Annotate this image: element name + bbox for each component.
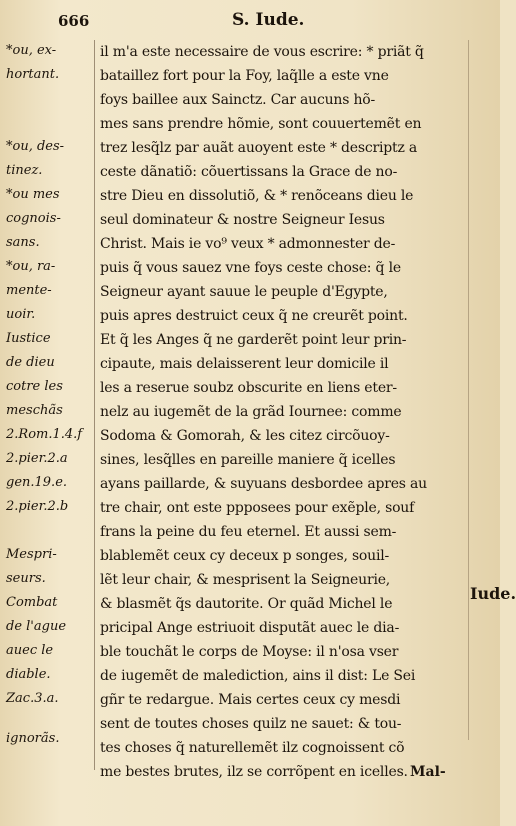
column-rule <box>94 40 95 770</box>
text-line: foys baillee aux Sainctz. Car aucuns hõ- <box>100 92 376 108</box>
margin-note: Combat <box>6 595 58 610</box>
text-line: puis apres destruict ceux q̃ ne creurẽt point. <box>100 308 408 324</box>
margin-note: 2.Rom.1.4.f <box>6 427 83 442</box>
text-line: lẽt leur chair, & mesprisent la Seigneurie, <box>100 572 391 588</box>
margin-note: gen.19.e. <box>6 475 68 490</box>
page-header <box>0 0 500 40</box>
margin-note: de dieu <box>6 355 55 370</box>
text-line: cipaute, mais delaisserent leur domicile il <box>100 356 389 372</box>
text-line: bataillez fort pour la Foy, laq̃lle a este vne <box>100 68 389 84</box>
margin-note: *ou mes <box>6 187 60 202</box>
text-line: & blasmẽt q̃s dautorite. Or quãd Michel le <box>100 596 393 612</box>
right-column-rule <box>468 40 469 740</box>
page-number: 666 <box>58 12 90 30</box>
margin-note: hortant. <box>6 67 60 82</box>
margin-note: seurs. <box>6 571 46 586</box>
text-line: nelz au iugemẽt de la grãd Iournee: comme <box>100 404 402 420</box>
margin-note: 2.pier.2.b <box>6 499 69 514</box>
text-line: blablemẽt ceux cy deceux p songes, souil- <box>100 548 390 564</box>
text-line: de iugemẽt de malediction, ains il dist: Le Sei <box>100 668 416 684</box>
text-line: tes choses q̃ naturellemẽt ilz cognoissent cõ <box>100 740 405 756</box>
text-line: trez lesq̃lz par auãt auoyent este * descriptz a <box>100 140 418 156</box>
text-line: Et q̃ les Anges q̃ ne garderẽt point leur prin- <box>100 332 407 348</box>
margin-note: 2.pier.2.a <box>6 451 68 466</box>
margin-note: Iustice <box>6 331 51 346</box>
text-line: ble touchãt le corps de Moyse: il n'osa vser <box>100 644 399 660</box>
running-head: S. Iude. <box>232 10 305 30</box>
text-line: Sodoma & Gomorah, & les citez circõuoy- <box>100 428 390 444</box>
margin-note: *ou, des- <box>6 139 65 154</box>
text-line: ceste dãnatiõ: cõuertissans la Grace de no- <box>100 164 398 180</box>
text-line: mes sans prendre hõmie, sont couuertemẽt en <box>100 116 422 132</box>
margin-note: *ou, ex- <box>6 43 57 58</box>
text-line: Seigneur ayant sauue le peuple d'Egypte, <box>100 284 388 300</box>
margin-note: de l'ague <box>6 619 67 634</box>
text-line: stre Dieu en dissolutiõ, & * renõceans dieu le <box>100 188 414 204</box>
margin-note: sans. <box>6 235 40 250</box>
margin-note: tinez. <box>6 163 43 178</box>
right-margin-note: Iude. <box>470 584 516 603</box>
text-line: me bestes brutes, ilz se corrõpent en icelles. <box>100 764 408 780</box>
text-line: tre chair, ont este ppposees pour exẽple, souf <box>100 500 415 516</box>
text-line: il m'a este necessaire de vous escrire: * priãt q̃ <box>100 44 424 60</box>
margin-note: uoir. <box>6 307 36 322</box>
margin-note: auec le <box>6 643 54 658</box>
text-line: gñr te redargue. Mais certes ceux cy mesdi <box>100 692 401 708</box>
margin-note: mente- <box>6 283 52 298</box>
text-line: seul dominateur & nostre Seigneur Iesus <box>100 212 385 228</box>
margin-note: cognois- <box>6 211 61 226</box>
margin-note: diable. <box>6 667 51 682</box>
text-line: sines, lesq̃lles en pareille maniere q̃ icelles <box>100 452 396 468</box>
margin-note: meschãs <box>6 403 63 418</box>
text-line: ayans paillarde, & suyuans desbordee apres au <box>100 476 428 492</box>
text-line: pricipal Ange estriuoit disputãt auec le dia- <box>100 620 400 636</box>
text-line: frans la peine du feu eternel. Et aussi sem- <box>100 524 397 540</box>
text-line: puis q̃ vous sauez vne foys ceste chose: q̃ le <box>100 260 401 276</box>
margin-note: *ou, ra- <box>6 259 56 274</box>
text-line: sent de toutes choses quilz ne sauet: & tou- <box>100 716 402 732</box>
margin-note: cotre les <box>6 379 63 394</box>
text-line: les a reserue soubz obscurite en liens eter- <box>100 380 397 396</box>
text-line: Christ. Mais ie vo⁹ veux * admonnester de- <box>100 236 396 252</box>
margin-note: Mespri- <box>6 547 57 562</box>
margin-note: ignorãs. <box>6 731 60 746</box>
catchword: Mal- <box>410 764 446 780</box>
margin-note: Zac.3.a. <box>6 691 59 706</box>
